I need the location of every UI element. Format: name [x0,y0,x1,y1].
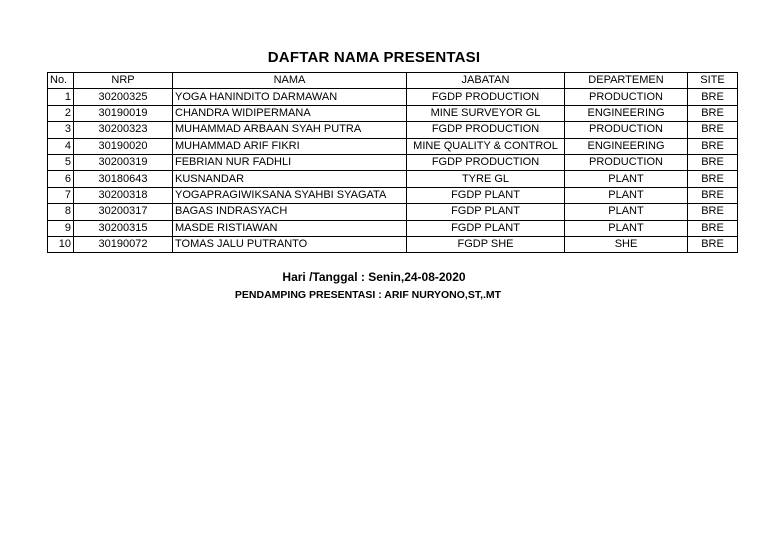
header-no: No. [48,73,74,89]
cell-departemen: PLANT [565,187,688,203]
cell-nama: YOGAPRAGIWIKSANA SYAHBI SYAGATA [173,187,407,203]
table-row [48,220,738,236]
cell-site: BRE [688,187,738,203]
cell-site: BRE [688,204,738,220]
cell-site: BRE [688,122,738,138]
table-row [48,105,738,121]
cell-nama: MUHAMMAD ARIF FIKRI [173,138,407,154]
cell-nama: TOMAS JALU PUTRANTO [173,236,407,252]
cell-no: 3 [48,122,74,138]
presenter-table [47,72,738,253]
cell-nama: MASDE RISTIAWAN [173,220,407,236]
cell-no: 7 [48,187,74,203]
document-title: DAFTAR NAMA PRESENTASI [267,49,481,66]
cell-no: 8 [48,204,74,220]
cell-site: BRE [688,154,738,170]
cell-nrp: 30200315 [74,220,173,236]
cell-no: 1 [48,89,74,105]
table-row [48,171,738,187]
cell-no: 10 [48,236,74,252]
cell-nrp: 30200317 [74,204,173,220]
cell-nrp: 30190072 [74,236,173,252]
cell-departemen: ENGINEERING [565,138,688,154]
table-row [48,89,738,105]
cell-departemen: PLANT [565,171,688,187]
cell-nama: CHANDRA WIDIPERMANA [173,105,407,121]
cell-no: 9 [48,220,74,236]
cell-jabatan: FGDP PRODUCTION [407,89,565,105]
cell-departemen: PRODUCTION [565,122,688,138]
cell-site: BRE [688,236,738,252]
cell-site: BRE [688,220,738,236]
header-departemen: DEPARTEMEN [565,73,688,89]
cell-jabatan: FGDP PLANT [407,187,565,203]
cell-nama: BAGAS INDRASYACH [173,204,407,220]
cell-jabatan: FGDP PLANT [407,220,565,236]
header-nama: NAMA [173,73,407,89]
cell-no: 2 [48,105,74,121]
cell-nama: KUSNANDAR [173,171,407,187]
cell-nrp: 30200323 [74,122,173,138]
table-row [48,122,738,138]
table-row [48,236,738,252]
cell-jabatan: FGDP SHE [407,236,565,252]
table-header-row [48,73,738,89]
cell-departemen: SHE [565,236,688,252]
cell-site: BRE [688,138,738,154]
cell-departemen: ENGINEERING [565,105,688,121]
cell-nama: FEBRIAN NUR FADHLI [173,154,407,170]
cell-jabatan: FGDP PRODUCTION [407,154,565,170]
cell-jabatan: TYRE GL [407,171,565,187]
cell-nama: YOGA HANINDITO DARMAWAN [173,89,407,105]
cell-nama: MUHAMMAD ARBAAN SYAH PUTRA [173,122,407,138]
cell-nrp: 30190020 [74,138,173,154]
cell-no: 4 [48,138,74,154]
cell-departemen: PLANT [565,220,688,236]
cell-jabatan: MINE QUALITY & CONTROL [407,138,565,154]
cell-nrp: 30190019 [74,105,173,121]
cell-departemen: PRODUCTION [565,89,688,105]
pendamping-line: PENDAMPING PRESENTASI : ARIF NURYONO,ST,.MT [234,289,502,301]
header-nrp: NRP [74,73,173,89]
cell-nrp: 30200325 [74,89,173,105]
cell-site: BRE [688,105,738,121]
date-line: Hari /Tanggal : Senin,24-08-2020 [282,270,466,284]
table-row [48,187,738,203]
table-row [48,138,738,154]
cell-no: 6 [48,171,74,187]
cell-nrp: 30200318 [74,187,173,203]
header-jabatan: JABATAN [407,73,565,89]
cell-departemen: PRODUCTION [565,154,688,170]
cell-nrp: 30200319 [74,154,173,170]
cell-departemen: PLANT [565,204,688,220]
table-row [48,154,738,170]
header-site: SITE [688,73,738,89]
cell-jabatan: FGDP PLANT [407,204,565,220]
cell-jabatan: FGDP PRODUCTION [407,122,565,138]
cell-jabatan: MINE SURVEYOR GL [407,105,565,121]
cell-site: BRE [688,171,738,187]
table-row [48,204,738,220]
cell-nrp: 30180643 [74,171,173,187]
cell-site: BRE [688,89,738,105]
cell-no: 5 [48,154,74,170]
